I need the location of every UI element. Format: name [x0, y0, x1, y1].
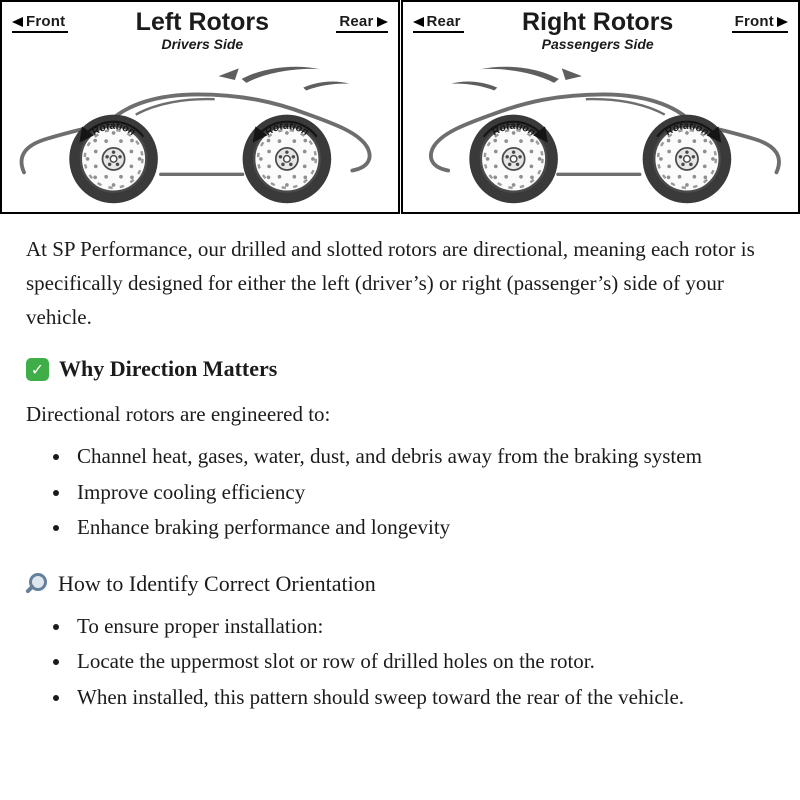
- why-direction-bullet-list: [72, 440, 774, 545]
- right-panel-title-block: [522, 9, 673, 52]
- list-item: • Locate the uppermost slot or row of drilled holes on the rotor.: [72, 645, 774, 679]
- engineered-to-lead: Directional rotors are engineered to:: [26, 402, 331, 427]
- arrow-left-icon: [413, 17, 424, 27]
- panel-title: Right Rotors: [521, 8, 674, 36]
- right-panel-header: [403, 2, 799, 52]
- heading-text: Why Direction Matters: [59, 356, 278, 382]
- list-item: • Enhance braking performance and longevity: [72, 511, 774, 545]
- right-rotors-panel: [401, 0, 800, 214]
- list-item: • Improve cooling efficiency: [72, 476, 774, 510]
- front-wheel-rotor: [642, 115, 731, 204]
- list-item: • When installed, this pattern should sweep toward the rear of the vehicle.: [72, 681, 774, 715]
- direction-label: Front: [26, 13, 66, 30]
- rear-wheel-rotor: [469, 115, 558, 204]
- magnifier-icon: [26, 573, 47, 594]
- article-content: [0, 214, 800, 715]
- left-panel-rear-direction: [336, 13, 387, 33]
- orientation-bullet-list: [72, 610, 774, 715]
- rotor-direction-diagram: [0, 0, 800, 214]
- arrow-right-icon: [777, 17, 788, 27]
- rear-wheel-rotor: [243, 115, 332, 204]
- why-direction-matters-heading: [26, 356, 774, 382]
- direction-label: Rear: [339, 13, 374, 30]
- arrow-left-icon: [12, 17, 23, 27]
- right-panel-front-direction: [732, 13, 788, 33]
- direction-label: Front: [734, 13, 774, 30]
- left-panel-header: [2, 2, 398, 52]
- list-item: • To ensure proper installation:: [72, 610, 774, 644]
- panel-subtitle: Passengers Side: [541, 36, 654, 53]
- intro-paragraph: At SP Performance, our drilled and slotted rotors are directional, meaning each rotor is specifically designed for either the left (driver’s) or right (passenger’s) side of your vehicle.: [26, 237, 755, 330]
- identify-orientation-heading: [26, 571, 774, 597]
- check-icon: ✓: [26, 358, 49, 381]
- left-car-illustration: [2, 53, 398, 209]
- list-item: • Channel heat, gases, water, dust, and debris away from the braking system: [72, 440, 774, 474]
- right-car-illustration: [403, 53, 799, 209]
- heading-text: How to Identify Correct Orientation: [58, 570, 376, 596]
- arrow-right-icon: [377, 17, 388, 27]
- left-panel-title-block: [136, 9, 269, 52]
- right-panel-rear-direction: [413, 13, 464, 33]
- left-panel-front-direction: [12, 13, 68, 33]
- front-wheel-rotor: [69, 115, 158, 204]
- panel-title: Left Rotors: [135, 8, 269, 36]
- panel-subtitle: Drivers Side: [161, 36, 244, 53]
- left-rotors-panel: [0, 0, 400, 214]
- direction-label: Rear: [426, 13, 461, 30]
